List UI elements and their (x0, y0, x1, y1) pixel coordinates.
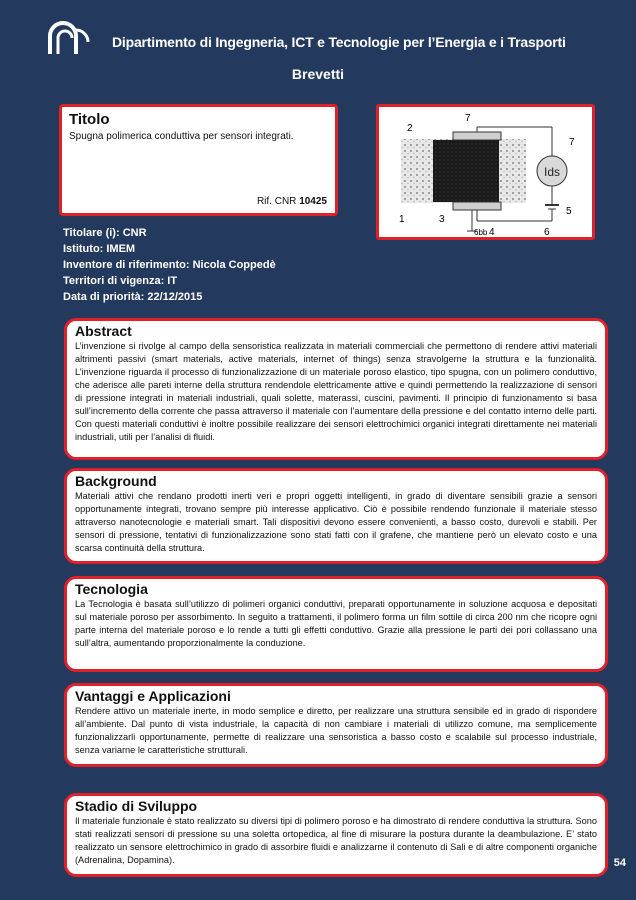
rif-number: 10425 (299, 196, 327, 207)
figure-label-ids: Ids (543, 165, 561, 179)
titolo-box (59, 104, 338, 216)
rif-cnr (257, 196, 327, 207)
figure-label-5: 5 (566, 206, 572, 217)
patent-drawing (379, 107, 592, 237)
meta-data: Data di priorità: 22/12/2015 (63, 291, 203, 303)
stadio-box (64, 793, 608, 877)
titolo-text: Spugna polimerica conduttiva per sensori integrati. (69, 131, 294, 142)
figure-label-4: 4 (489, 227, 495, 237)
rif-label: Rif. CNR (256, 196, 297, 207)
abstract-text: L’invenzione si rivolge al campo della sensoristica realizzata in materiali commerciali che permettono di rendere attivi materiali altrimenti passivi (smart materials, active materials, internet of things) senza stravolgerne la struttura e la funzionalità. L’invenzione riguarda il processo di funzionalizzazione di un materiale poroso elastico, tipo spugna, con un polimero conduttivo, che aderisce alle pareti interne della struttura rendendole elettricamente attive e quindi permettendo la realizzazione di sensori di pressione integrati in materiali industriali, quali solette, materassi, cuscini, pavimenti. Il principio di funzionamento si basa sull’incremento della corrente che passa attraverso il materiale con l’aumentare della pressione e del contatto interno delle parti. Con questi materiali conduttivi è inoltre possibile realizzare dei sensori elettrochimici organici integrati direttamente nei materiali industriali, utili per l’analisi di fluidi. (75, 341, 597, 442)
cnr-logo (46, 20, 90, 56)
meta-territori: Territori di vigenza: IT (63, 275, 178, 287)
meta-inventore: Inventore di riferimento: Nicola Coppedè (63, 259, 276, 271)
stadio-heading: Stadio di Sviluppo (75, 798, 198, 814)
figure-label-6: 6 (544, 227, 550, 237)
meta-istituto: Istituto: IMEM (63, 243, 136, 255)
figure-label-2: 2 (407, 123, 413, 134)
tecnologia-text: La Tecnologia è basata sull’utilizzo di polimeri organici conduttivi, preparati opportunamente in soluzione acquosa e depositati sul materiale poroso per assorbimento. In seguito a trattamenti, il polimero forma un film sottile di circa 200 nm che ricopre ogni parte interna del materiale poroso e lo rende a tutti gli effetti conduttivo. Grazie alla pressione le parti dei pori collassano una sull’altra, aumentando proporzionalmente la conduzione. (75, 599, 597, 648)
patent-figure (376, 104, 595, 240)
abstract-heading: Abstract (75, 323, 132, 339)
background-text: Materiali attivi che rendano prodotti inerti veri e propri oggetti intelligenti, in grado di diventare sensibili grazie a sensori opportunamente integrati, trovano sempre più interesse applicativo. Ciò è possibile rendendo funzionale il materiale stesso attraverso nanotecnologie e materiali smart. Tali dispositivi devono essere convenienti, a basso costo, durevoli e stabili. Per sensori di pressione, tentativi di funzionalizzazione sono stati fatti con il grafene, che mantiene però un elevato costo e una scarsa continuità della struttura. (75, 491, 597, 553)
titolo-heading: Titolo (69, 111, 110, 128)
figure-label-6bb: 6bb (474, 228, 488, 237)
figure-label-7b: 7 (569, 137, 575, 148)
department-title: Dipartimento di Ingegneria, ICT e Tecnologie per l’Energia e i Trasporti (112, 34, 566, 50)
patent-meta (63, 225, 276, 305)
figure-label-3: 3 (439, 214, 445, 225)
abstract-box (64, 318, 608, 460)
figure-label-7a: 7 (465, 113, 471, 124)
tecnologia-box (64, 576, 608, 672)
section-title: Brevetti (291, 66, 345, 82)
vantaggi-heading: Vantaggi e Applicazioni (75, 688, 231, 704)
stadio-text: Il materiale funzionale è stato realizzato su diversi tipi di polimero poroso e ha dimostrato di rendere conduttiva la struttura. Sono stati realizzati sensori di pressione su una soletta ortopedica, al fine di misurare la postura durante la deambulazione. E’ stato realizzato un sensore elettrochimico in grado di assorbire fluidi e analizzarne il contenuto di Sali e di altre componenti organiche (Adrenalina, Dopamina). (75, 816, 597, 865)
background-box (64, 468, 608, 564)
figure-label-1: 1 (399, 214, 405, 225)
vantaggi-box (64, 683, 608, 767)
page-number: 54 (613, 857, 626, 869)
meta-titolare: Titolare (i): CNR (63, 227, 147, 239)
conductive-block (433, 140, 499, 202)
vantaggi-text: Rendere attivo un materiale inerte, in modo semplice e diretto, per realizzare una struttura sensibile ed in grado di rispondere all’ambiente. Dal punto di vista industriale, la capacità di non cambiare i materiali di utilizzo comune, ma semplicemente funzionalizzarli opportunamente, permette di realizzare una sensoristica a basso costo e scalabile sul processo industriale, senza variarne le caratteristiche strutturali. (75, 706, 597, 755)
background-heading: Background (75, 473, 157, 489)
tecnologia-heading: Tecnologia (75, 581, 148, 597)
